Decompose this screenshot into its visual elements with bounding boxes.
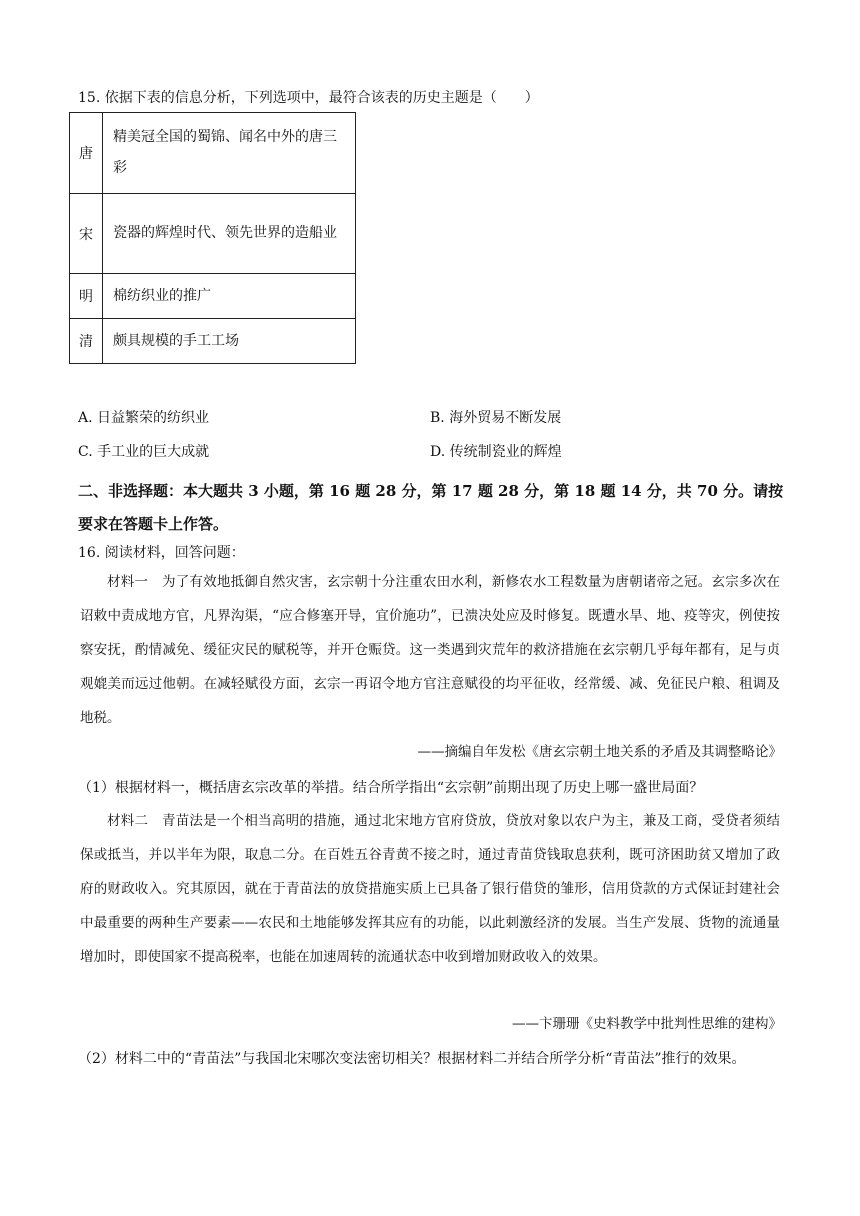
option-d[interactable]: D. 传统制瓷业的辉煌 bbox=[430, 444, 562, 460]
source-two: ——卞珊珊《史料教学中批判性思维的建构》 bbox=[512, 1016, 782, 1032]
dynasty-cell: 宋 bbox=[70, 194, 103, 274]
dynasty-cell: 唐 bbox=[70, 113, 103, 194]
option-a[interactable]: A. 日益繁荣的纺织业 bbox=[78, 410, 210, 426]
material-two: 材料二 青苗法是一个相当高明的措施，通过北宋地方官府贷放，贷放对象以农户为主，兼及工商，受贷者须结保或抵当，并以半年为限，取息二分。在百姓五谷青黄不接之时，通过青苗贷钱取息获利，既可济困助贫又增加了政府的财政收入。究其原因，就在于青苗法的放贷措施实质上已具备了银行借贷的雏形，信用贷款的方式保证封建社会中最重要的两种生产要素——农民和土地能够发挥其应有的功能，以此刺激经济的发展。当生产发展、货物的流通量增加时，即使国家不提高税率，也能在加速周转的流通状态中收到增加财政收入的效果。 bbox=[80, 813, 780, 965]
source-one: ——摘编自年发松《唐玄宗朝土地关系的矛盾及其调整略论》 bbox=[417, 744, 782, 760]
section-heading: 二、非选择题：本大题共 3 小题，第 16 题 28 分，第 17 题 28 分，第 18 题 14 分，共 70 分。请按要求在答题卡上作答。 bbox=[78, 482, 784, 533]
option-b[interactable]: B. 海外贸易不断发展 bbox=[430, 410, 562, 426]
option-c[interactable]: C. 手工业的巨大成就 bbox=[78, 444, 210, 460]
question-15-stem: 15. 依据下表的信息分析，下列选项中，最符合该表的历史主题是（ ） bbox=[78, 90, 539, 106]
dynasty-cell: 明 bbox=[70, 274, 103, 319]
sub-question-2: （2）材料二中的“青苗法”与我国北宋哪次变法密切相关？根据材料二并结合所学分析“青苗法”推行的效果。 bbox=[78, 1051, 746, 1067]
dynasty-table bbox=[69, 112, 356, 364]
material-one: 材料一 为了有效地抵御自然灾害，玄宗朝十分注重农田水利，新修农水工程数量为唐朝诸帝之冠。玄宗多次在诏敕中责成地方官，凡界沟渠，“应合修塞开导，宜价施功”，已溃决处应及时修复。既遭水旱、地、疫等灾，例使按察安抚，酌情减免、缓征灾民的赋税等，并开仓赈贷。这一类遇到灾荒年的救济措施在玄宗朝几乎每年都有，足与贞观媲美而远过他朝。在减轻赋役方面，玄宗一再诏令地方官注意赋役的均平征收，经常缓、减、免征民户粮、租调及地税。 bbox=[80, 574, 780, 726]
question-16-stem: 16. 阅读材料，回答问题： bbox=[78, 545, 245, 561]
table-row bbox=[70, 319, 356, 364]
description-cell: 颇具规模的手工工场 bbox=[103, 319, 356, 364]
dynasty-cell: 清 bbox=[70, 319, 103, 364]
description-cell: 瓷器的辉煌时代、领先世界的造船业 bbox=[103, 194, 356, 274]
sub-question-1: （1）根据材料一，概括唐玄宗改革的举措。结合所学指出“玄宗朝”前期出现了历史上哪一盛世局面？ bbox=[78, 780, 704, 796]
table-row bbox=[70, 113, 356, 194]
table-row bbox=[70, 274, 356, 319]
description-cell: 精美冠全国的蜀锦、闻名中外的唐三彩 bbox=[103, 113, 356, 194]
table-row bbox=[70, 194, 356, 274]
description-cell: 棉纺织业的推广 bbox=[103, 274, 356, 319]
